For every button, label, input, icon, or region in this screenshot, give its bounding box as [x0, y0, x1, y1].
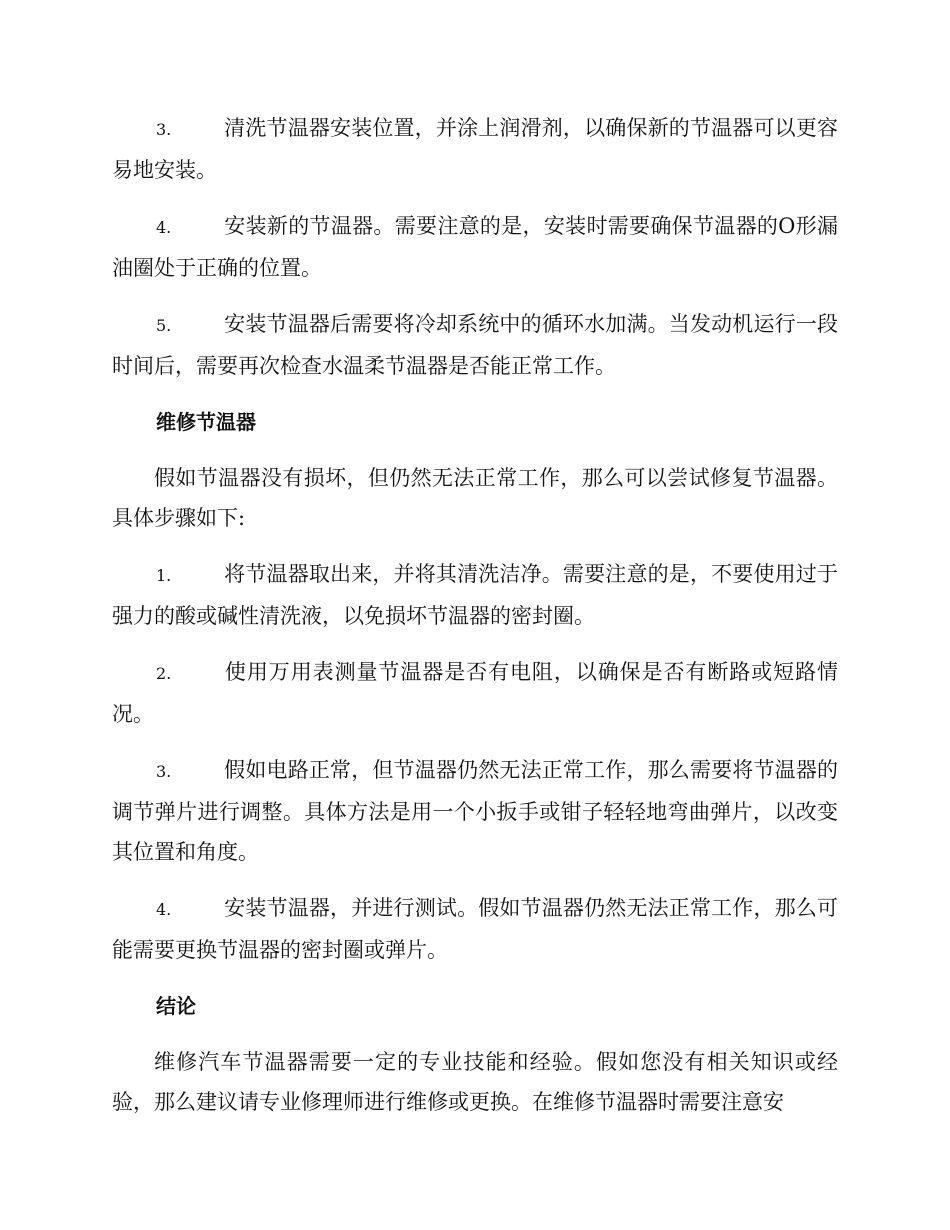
list-number: 1.	[156, 566, 172, 585]
list-item	[112, 554, 838, 636]
list-item	[112, 888, 838, 970]
section-heading-repair: 维修节温器	[156, 410, 256, 434]
list-item	[112, 108, 838, 190]
section-heading-conclusion: 结论	[156, 994, 196, 1018]
list-number: 3.	[156, 762, 172, 781]
list-text: 使用万用表测量节温器是否有电阻，以确保是否有断路或短路情况。	[112, 660, 838, 726]
list-item	[112, 304, 838, 386]
list-number: 5.	[156, 316, 172, 335]
list-item	[112, 652, 838, 734]
list-item	[112, 750, 838, 872]
list-number: 2.	[156, 664, 172, 683]
conclusion-paragraph: 维修汽车节温器需要一定的专业技能和经验。假如您没有相关知识或经验，那么建议请专业修理师进行维修或更换。在维修节温器时需要注意安	[112, 1050, 838, 1114]
list-text: 安装节温器后需要将冷却系统中的循环水加满。当发动机运行一段时间后，需要再次检查水温柔节温器是否能正常工作。	[112, 312, 838, 378]
list-text: 安装节温器，并进行测试。假如节温器仍然无法正常工作，那么可能需要更换节温器的密封圈或弹片。	[112, 896, 838, 962]
list-number: 4.	[156, 218, 172, 237]
list-number: 3.	[156, 120, 172, 139]
document-body	[112, 108, 838, 1138]
repair-intro-paragraph: 假如节温器没有损坏，但仍然无法正常工作，那么可以尝试修复节温器。具体步骤如下:	[112, 466, 838, 530]
list-text: 将节温器取出来，并将其清洗洁净。需要注意的是，不要使用过于强力的酸或碱性清洗液，以免损坏节温器的密封圈。	[112, 562, 838, 628]
list-text: 清洗节温器安装位置，并涂上润滑剂，以确保新的节温器可以更容易地安装。	[112, 116, 838, 182]
list-text: 假如电路正常，但节温器仍然无法正常工作，那么需要将节温器的调节弹片进行调整。具体方法是用一个小扳手或钳子轻轻地弯曲弹片，以改变其位置和角度。	[112, 758, 838, 864]
list-text: 安装新的节温器。需要注意的是，安装时需要确保节温器的O形漏油圈处于正确的位置。	[112, 214, 838, 280]
list-item	[112, 206, 838, 288]
list-number: 4.	[156, 900, 172, 919]
